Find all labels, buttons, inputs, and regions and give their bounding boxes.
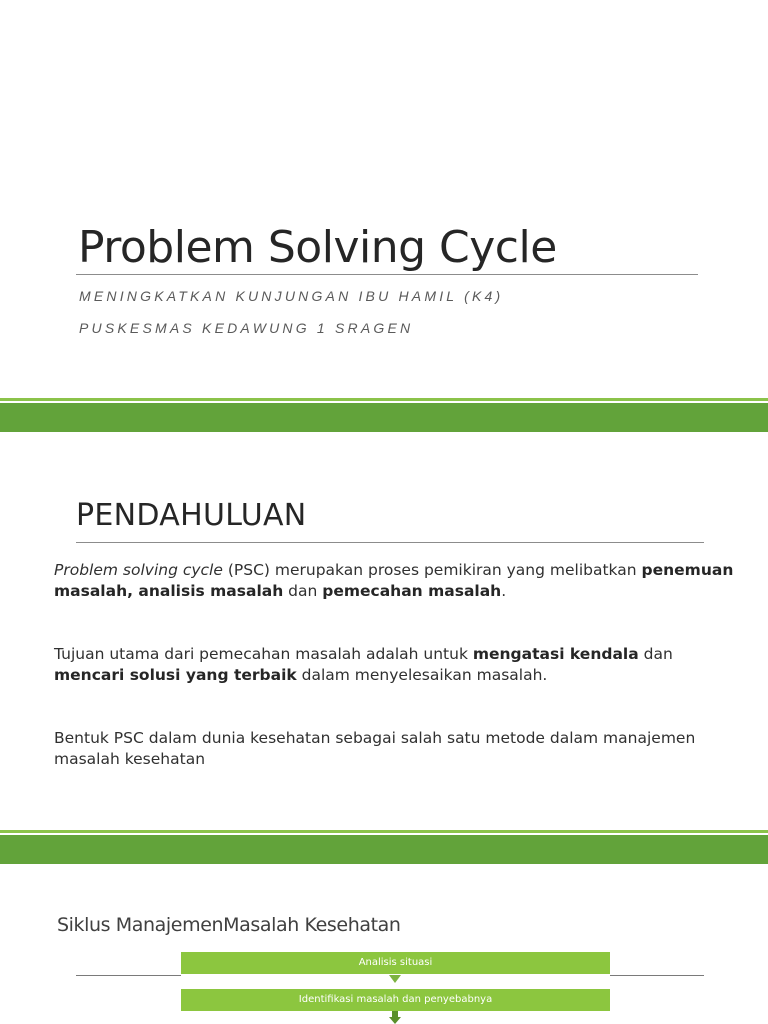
down-arrow-icon (389, 975, 401, 983)
heading-rule (76, 542, 704, 543)
down-arrow-icon (389, 1017, 401, 1024)
paragraph-goal (54, 644, 734, 686)
slide-title: Problem Solving Cycle (78, 222, 557, 273)
flow-step-box: Analisis situasi (181, 952, 610, 974)
bold-run: pemecahan masalah (322, 582, 502, 600)
text-run: dan (638, 645, 673, 663)
bold-run: analisis masalah (138, 582, 284, 600)
divider-bar (0, 403, 768, 432)
text-run: dalam menyelesaikan masalah. (296, 666, 548, 684)
bold-run: penemuan masalah (54, 561, 734, 600)
text-run: dan (283, 582, 323, 600)
flow-step-box: Identifikasi masalah dan penyebabnya (181, 989, 610, 1011)
divider-line (0, 398, 768, 401)
intro-slide (0, 432, 768, 830)
divider-bar (0, 835, 768, 864)
title-slide (0, 0, 768, 398)
bold-run: , (127, 582, 139, 600)
paragraph-psc-form: Bentuk PSC dalam dunia kesehatan sebagai salah satu metode dalam manajemen masalah kesehatan (54, 729, 696, 768)
text-run: (PSC) merupakan proses pemikiran yang melibatkan (222, 561, 642, 579)
term-italic: Problem solving cycle (54, 561, 223, 579)
subtitle-line-1: MENINGKATKAN KUNJUNGAN IBU HAMIL (K4) (79, 288, 504, 304)
text-run: Tujuan utama dari pemecahan masalah adalah untuk (54, 645, 473, 663)
divider-line (0, 830, 768, 833)
heading-rule-left (76, 975, 181, 976)
section-heading: PENDAHULUAN (76, 498, 307, 533)
section-heading: Siklus ManajemenMasalah Kesehatan (57, 914, 401, 936)
paragraph-psc-definition (54, 560, 734, 602)
subtitle-line-2: PUSKESMAS KEDAWUNG 1 SRAGEN (79, 320, 414, 336)
cycle-slide (0, 864, 768, 1024)
bold-run: mengatasi kendala (472, 645, 639, 663)
text-run: . (501, 582, 507, 600)
title-rule (76, 274, 698, 275)
slide-divider (0, 830, 768, 864)
slide-divider (0, 398, 768, 432)
bold-run: mencari solusi yang terbaik (54, 666, 297, 684)
heading-rule-right (610, 975, 704, 976)
